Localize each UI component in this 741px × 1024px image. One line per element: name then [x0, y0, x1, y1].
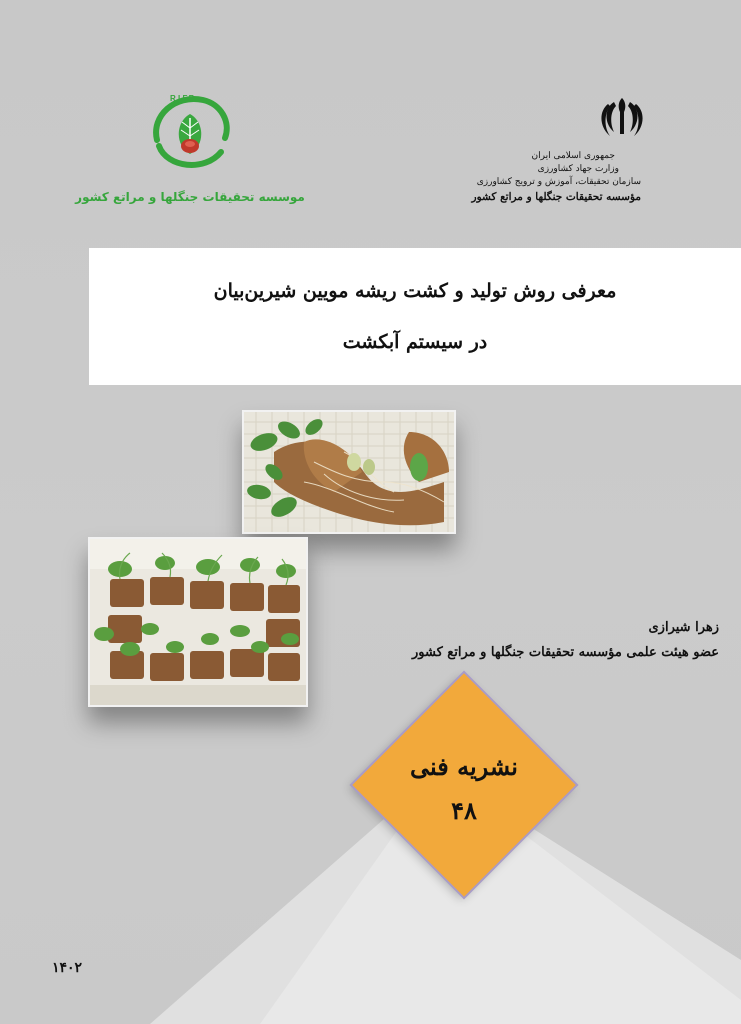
publication-year: ۱۴۰۲ [52, 960, 83, 976]
title-line-2: در سیستم آبکشت [342, 331, 488, 353]
publication-diamond-shape [352, 673, 575, 896]
hydroponic-culture-photo-bottom [88, 537, 308, 707]
gov-line-ministry: وزارت جهاد کشاورزی [537, 164, 619, 174]
gov-line-institute: مؤسسه تحقیقات جنگلها و مراتع کشور [471, 191, 641, 203]
gov-line-country: جمهوری اسلامی ایران [531, 151, 615, 161]
publication-number: ۴۸ [451, 796, 477, 825]
iran-emblem-icon [596, 94, 648, 140]
gov-line-organization: سازمان تحقیقات، آموزش و ترویج کشاورزی [476, 177, 641, 187]
rifr-acronym: R.I.F.R [170, 94, 195, 103]
hairy-root-photo-top [242, 410, 456, 534]
author-affiliation: عضو هیئت علمی مؤسسه تحقیقات جنگلها و مراتع کشور [412, 645, 719, 660]
government-header [472, 150, 641, 205]
title-band [89, 248, 741, 385]
author-name: زهرا شیرازی [648, 620, 719, 635]
publication-label: نشریه فنی [410, 752, 518, 781]
publication-badge [351, 672, 577, 898]
rifr-institute-name: موسسه تحقیقات جنگلها و مراتع کشور [75, 190, 305, 204]
title-line-1: معرفی روش تولید و کشت ریشه مویین شیرین‌بیان [213, 280, 617, 302]
